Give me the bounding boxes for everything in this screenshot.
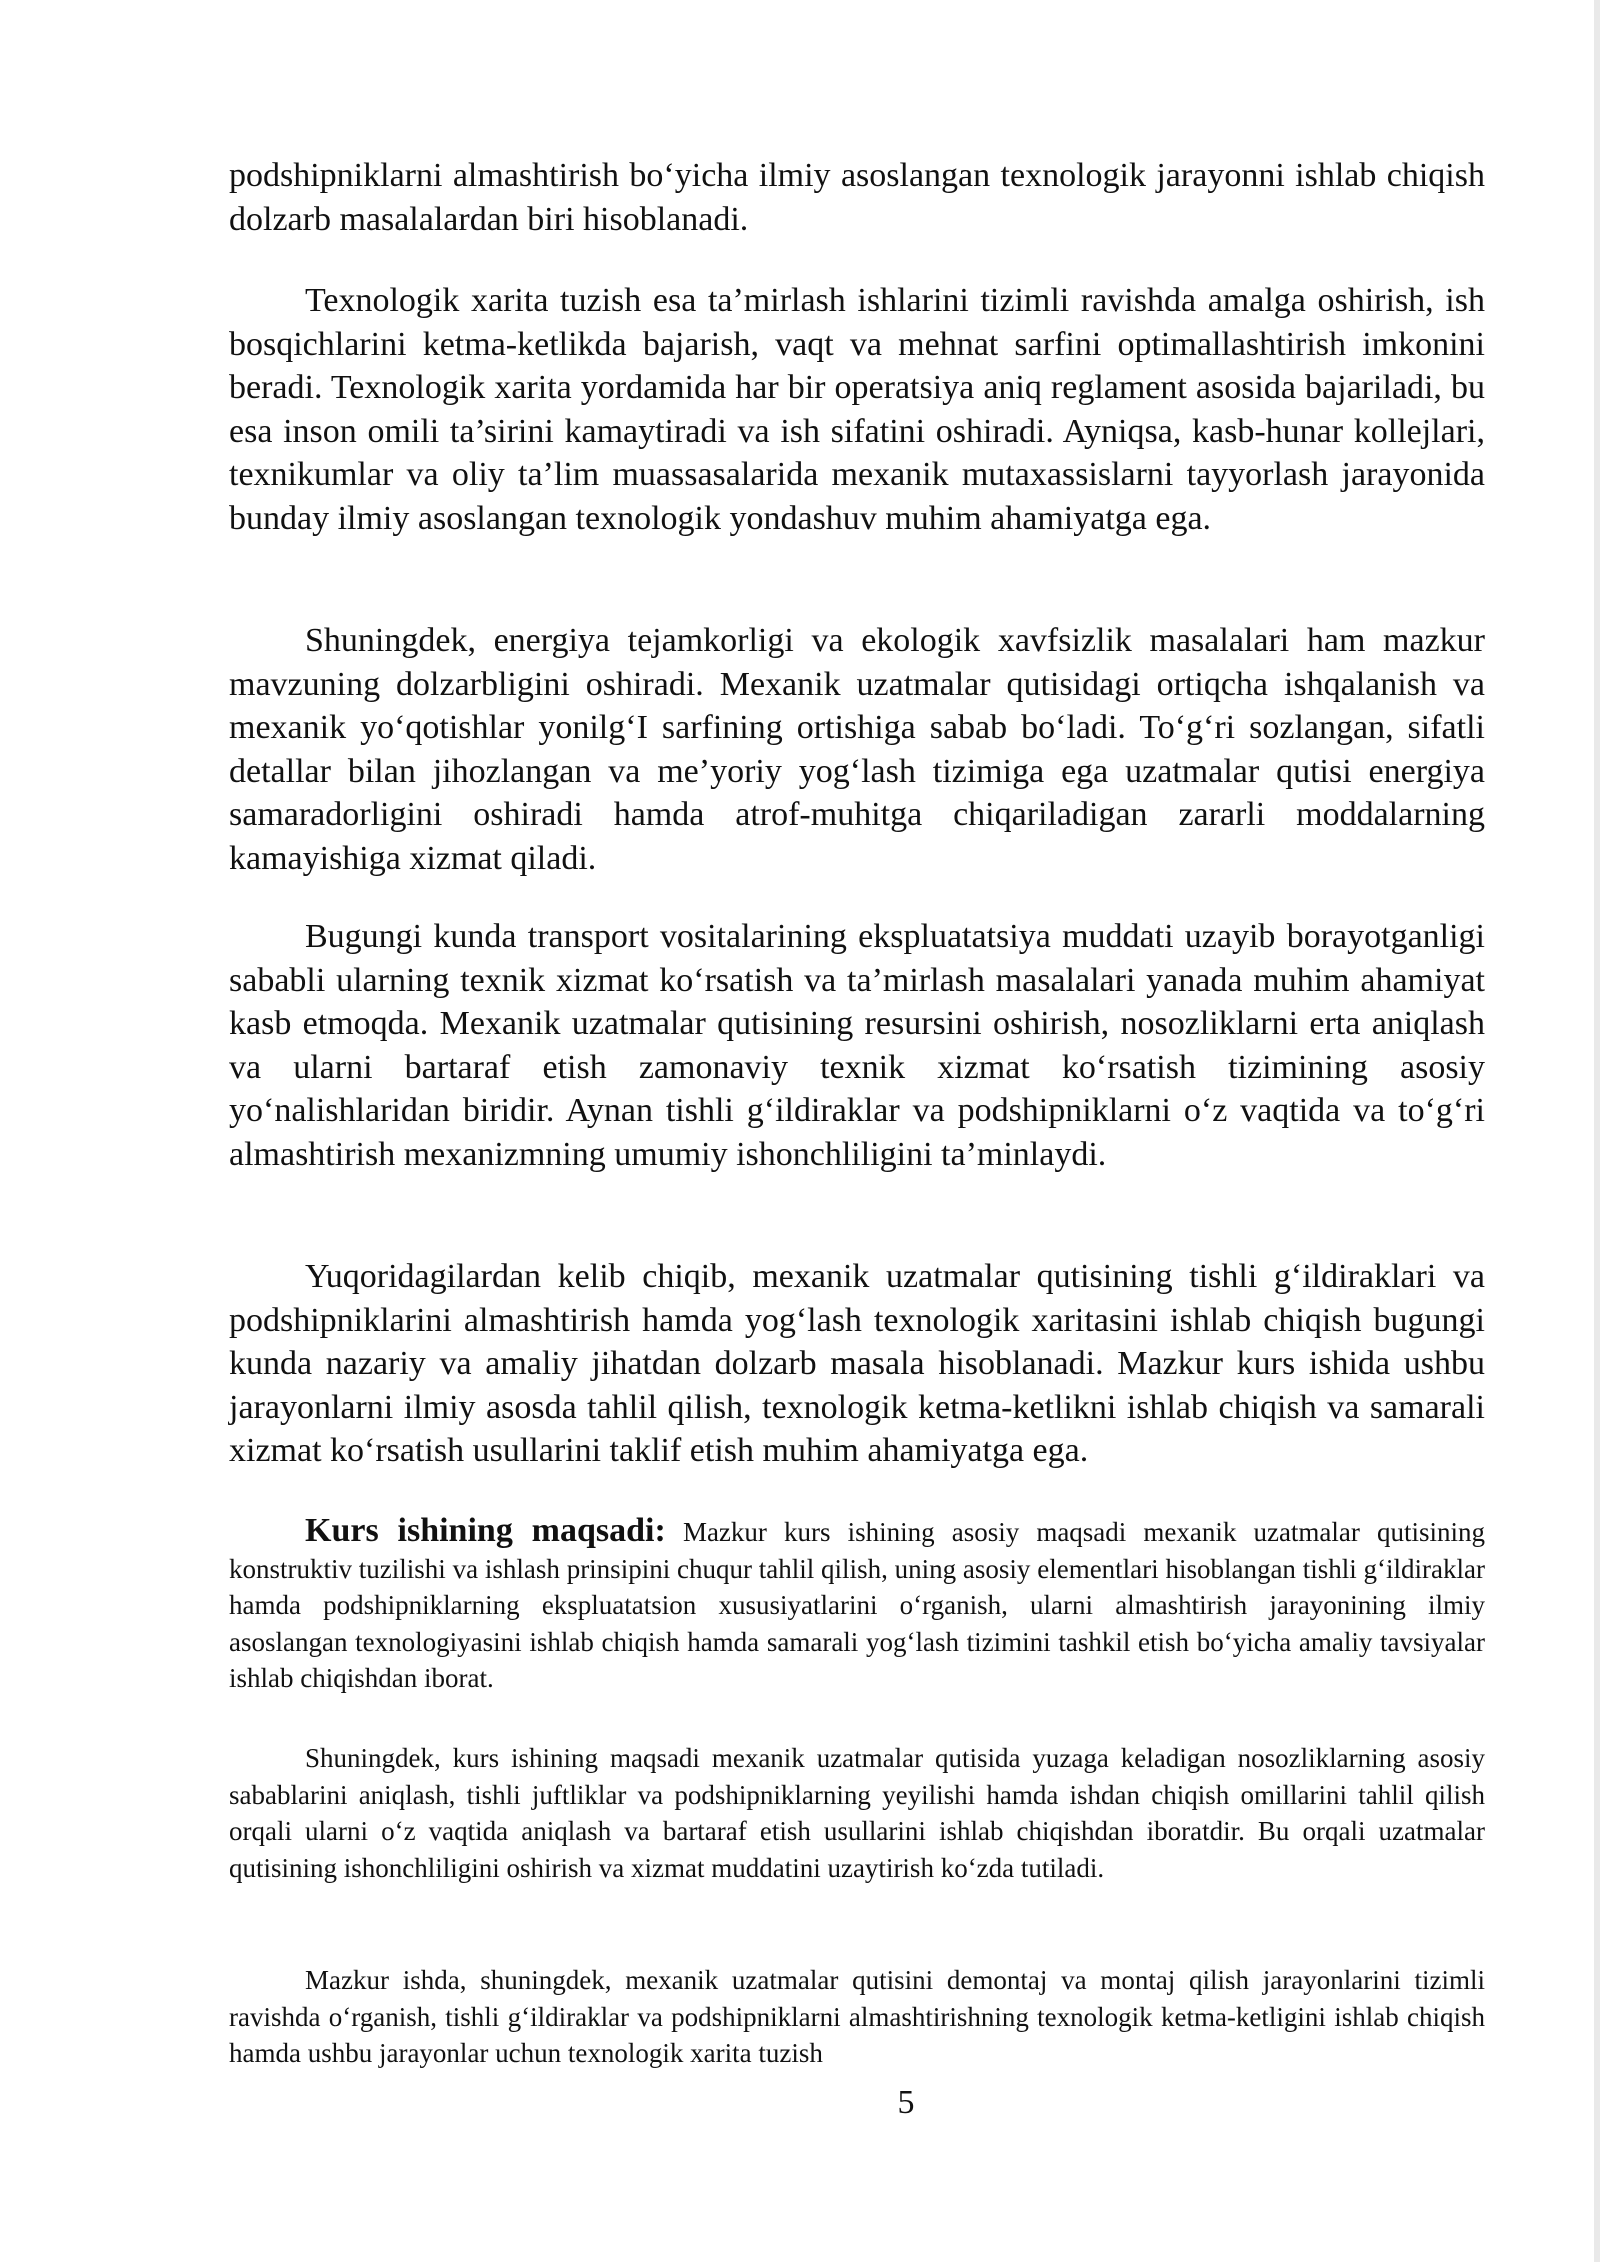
page-number: 5 — [897, 2084, 915, 2121]
paragraph-work-scope: Mazkur ishda, shuningdek, mexanik uzatmalar qutisini demontaj va montaj qilish jarayonlarini tizimli ravishda o‘rganish, tishli g‘ildiraklar va podshipniklarni almashtirishning texnologik ketma-ketligini ishlab chiqish hamda ushbu jarayonlar uchun texnologik xarita tuzish — [229, 1965, 1485, 2068]
paragraph-conclusion: Yuqoridagilardan kelib chiqib, mexanik uzatmalar qutisining tishli g‘ildiraklari va podshipniklarini almashtirish hamda yog‘lash texnologik xaritasini ishlab chiqish bugungi kunda nazariy va amaliy jihatdan dolzarb masala hisoblanadi. Mazkur kurs ishida ushbu jarayonlarni ilmiy asosda tahlil qilish, texnologik ketma-ketlikni ishlab chiqish va samarali xizmat ko‘rsatish usullarini taklif etish muhim ahamiyatga ega. — [229, 1258, 1485, 1469]
paragraph-technological-map: Texnologik xarita tuzish esa ta’mirlash ishlarini tizimli ravishda amalga oshirish, ish bosqichlarini ketma-ketlikda bajarish, vaqt va mehnat sarfini optimallashtirish imkonini beradi. Texnologik xarita yordamida har bir operatsiya aniq reglament asosida bajariladi, bu esa inson omili ta’sirini kamaytiradi va ish sifatini oshiradi. Ayniqsa, kasb-hunar kollejlari, texnikumlar va oliy ta’lim muassasalarida mexanik mutaxassislarni tayyorlash jarayonida bunday ilmiy asoslangan texnologik yondashuv muhim ahamiyatga ega. — [229, 282, 1485, 537]
paragraph-vehicle-service: Bugungi kunda transport vositalarining ekspluatatsiya muddati uzayib borayotganligi sababli ularning texnik xizmat ko‘rsatish va ta’mirlash masalalari yanada muhim ahamiyat kasb etmoqda. Mexanik uzatmalar qutisining resursini oshirish, nosozliklarni erta aniqlash va ularni bartaraf etish zamonaviy texnik xizmat ko‘rsatish tizimining asosiy yo‘nalishlaridan biridir. Aynan tishli g‘ildiraklar va podshipniklarni o‘z vaqtida va to‘g‘ri almashtirish mexanizmning umumiy ishonchliligini ta’minlaydi. — [229, 918, 1485, 1173]
goal-text: Mazkur kurs ishining asosiy maqsadi mexanik uzatmalar qutisining konstruktiv tuzilishi va ishlash prinsipini chuqur tahlil qilish, uning asosiy elementlari hisoblangan tishli g‘ildiraklar hamda podshipniklarning ekspluatatsion xususiyatlarini o‘rganish, ularni almashtirish jarayonining ilmiy asoslangan texnologiyasini ishlab chiqish hamda samarali yog‘lash tizimini tashkil etish bo‘yicha amaliy tavsiyalar ishlab chiqishdan iborat. — [229, 1517, 1486, 1693]
page-edge — [1594, 0, 1600, 2262]
paragraph-energy-ecology: Shuningdek, energiya tejamkorligi va ekologik xavfsizlik masalalari ham mazkur mavzuning dolzarbligini oshiradi. Mexanik uzatmalar qutisidagi ortiqcha ishqalanish va mexanik yo‘qotishlar yonilg‘I sarfining ortishiga sabab bo‘ladi. To‘g‘ri sozlangan, sifatli detallar bilan jihozlangan va me’yoriy yog‘lash tizimiga ega uzatmalar qutisi energiya samaradorligini oshiradi hamda atrof-muhitga chiqariladigan zararli moddalarning kamayishiga xizmat qiladi. — [229, 622, 1485, 877]
paragraph-goal-continued: Shuningdek, kurs ishining maqsadi mexanik uzatmalar qutisida yuzaga keladigan nosozliklarning asosiy sabablarini aniqlash, tishli juftliklar va podshipniklarning yeyilishi hamda ishdan chiqish omillarini tahlil qilish orqali ularni o‘z vaqtida aniqlash va bartaraf etish usullarini ishlab chiqishdan iboratdir. Bu orqali uzatmalar qutisining ishonchliligini oshirish va xizmat muddatini uzaytirish ko‘zda tutiladi. — [229, 1743, 1485, 1883]
paragraph-continuation: podshipniklarni almashtirish bo‘yicha ilmiy asoslangan texnologik jarayonni ishlab chiqish dolzarb masalalardan biri hisoblanadi. — [229, 157, 1485, 238]
goal-heading: Kurs ishining maqsadi: — [305, 1512, 666, 1549]
paragraph-goal — [229, 1513, 1485, 1697]
